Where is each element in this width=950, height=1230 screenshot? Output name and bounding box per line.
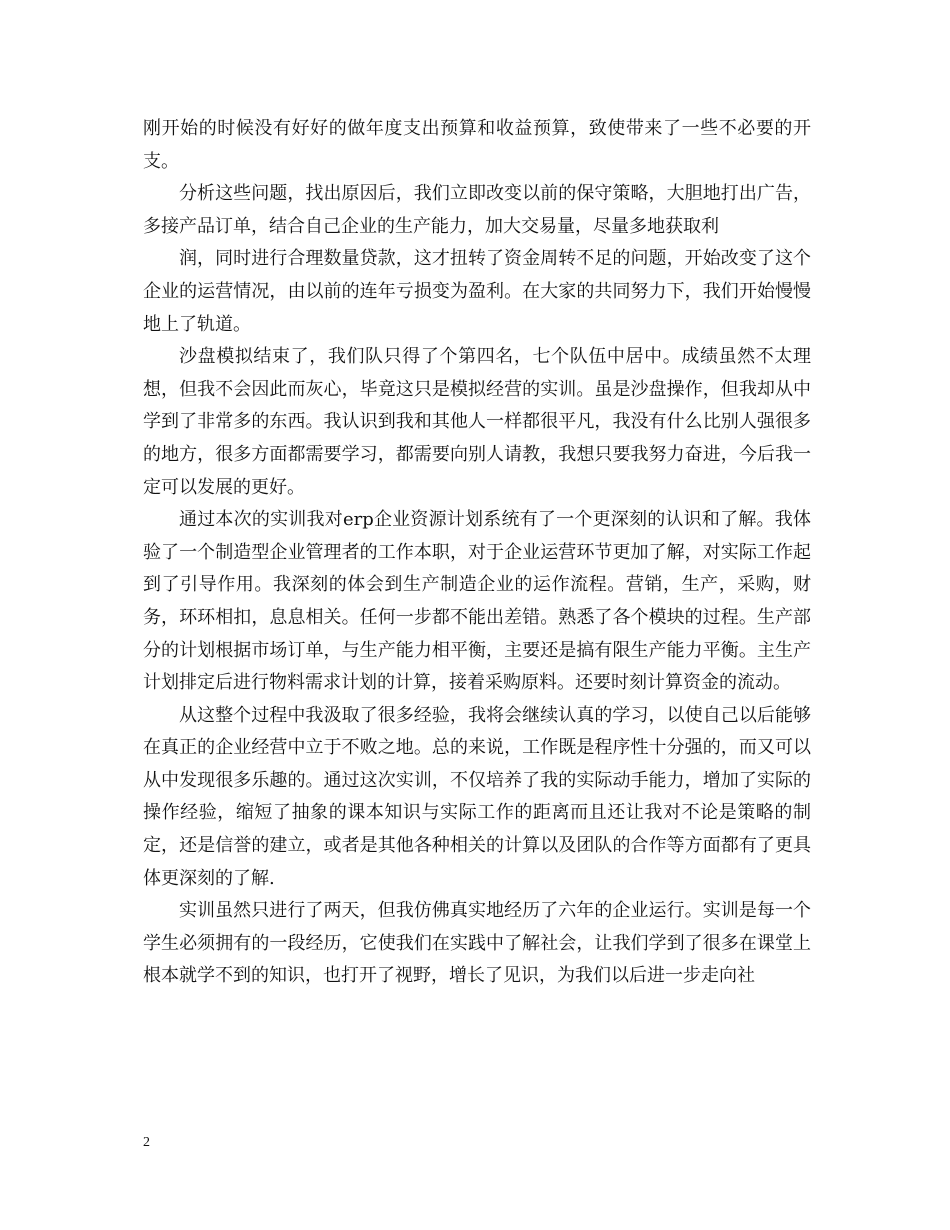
paragraph-2: 分析这些问题，找出原因后，我们立即改变以前的保守策略，大胆地打出广告，多接产品订单，结合自己企业的生产能力，加大交易量，尽量多地获取利 [143,183,811,237]
paragraph-5: 通过本次的实训我对erp企业资源计划系统有了一个更深刻的认识和了解。我体验了一个制造型企业管理者的工作本职，对于企业运营环节更加了解，对实际工作起到了引导作用。我深刻的体会到生产制造企业的运作流程。营销，生产，采购，财务，环环相扣，息息相关。任何一步都不能出差错。熟悉了各个模块的过程。生产部分的计划根据市场订单，与生产能力相平衡，主要还是搞有限生产能力平衡。主生产计划排定后进行物料需求计划的计算，接着采购原料。还要时刻计算资金的流动。 [143,509,811,694]
paragraph-7: 实训虽然只进行了两天，但我仿佛真实地经历了六年的企业运行。实训是每一个学生必须拥有的一段经历，它使我们在实践中了解社会，让我们学到了很多在课堂上根本就学不到的知识，也打开了视野，增长了见识，为我们以后进一步走向社 [143,900,811,987]
paragraph-4: 沙盘模拟结束了，我们队只得了个第四名，七个队伍中居中。成绩虽然不太理想，但我不会因此而灰心，毕竟这只是模拟经营的实训。虽是沙盘操作，但我却从中学到了非常多的东西。我认识到我和其他人一样都很平凡，我没有什么比别人强很多的地方，很多方面都需要学习，都需要向别人请教，我想只要我努力奋进，今后我一定可以发展的更好。 [143,346,811,498]
paragraph-6: 从这整个过程中我汲取了很多经验，我将会继续认真的学习，以使自己以后能够在真正的企业经营中立于不败之地。总的来说，工作既是程序性十分强的，而又可以从中发现很多乐趣的。通过这次实训，不仅培养了我的实际动手能力，增加了实际的操作经验，缩短了抽象的课本知识与实际工作的距离而且还让我对不论是策略的制定，还是信誉的建立，或者是其他各种相关的计算以及团队的合作等方面都有了更具体更深刻的了解. [143,704,811,889]
page-number: 2 [143,1135,150,1150]
paragraph-1: 刚开始的时候没有好好的做年度支出预算和收益预算，致使带来了一些不必要的开支。 [143,118,811,172]
paragraph-3: 润，同时进行合理数量贷款，这才扭转了资金周转不足的问题，开始改变了这个企业的运营情况，由以前的连年亏损变为盈利。在大家的共同努力下，我们开始慢慢地上了轨道。 [143,248,811,335]
document-body [143,113,811,993]
